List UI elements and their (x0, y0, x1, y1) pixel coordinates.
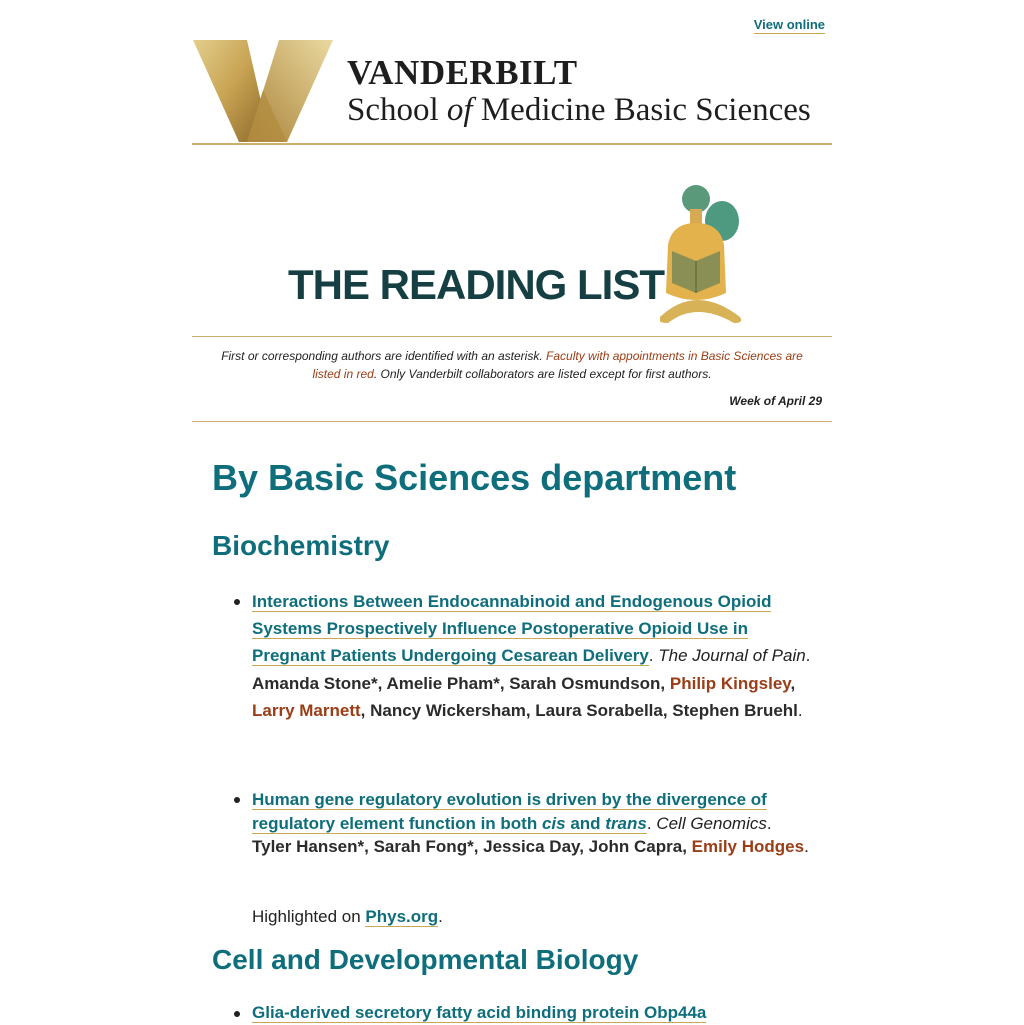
vanderbilt-v-logo (193, 40, 333, 142)
divider (192, 421, 832, 422)
phys-org-link[interactable]: Phys.org (365, 907, 439, 926)
article-link[interactable]: Glia-derived secretory fatty acid binding protein Obp44a (252, 1003, 707, 1022)
masthead (192, 40, 832, 145)
highlight-note: Highlighted on Phys.org. (252, 907, 443, 926)
reading-list-title: THE READING LIST (288, 261, 665, 308)
article-item: Human gene regulatory evolution is driven by the divergence of regulatory element function in both cis and trans. Cell Genomics. Tyler Hansen*, Sarah Fong*, Jessica Day, John Capra, Emily Hodges. (252, 788, 812, 859)
section-title-cell-developmental-biology: Cell and Developmental Biology (212, 944, 639, 975)
week-label: Week of April 29 (729, 394, 822, 408)
divider (192, 336, 832, 337)
bullet (234, 599, 240, 605)
brand-name: VANDERBILT (347, 53, 578, 92)
bullet (234, 1011, 240, 1017)
brand-school: School of Medicine Basic Sciences (347, 92, 811, 128)
bullet (234, 797, 240, 803)
authorship-note: First or corresponding authors are identified with an asterisk. Faculty with appointments in Basic Sciences are listed in red. Only Vanderbilt collaborators are listed except for first authors. (221, 349, 803, 381)
view-online-link[interactable]: View online (753, 17, 825, 32)
section-title-biochemistry: Biochemistry (212, 530, 390, 561)
article-link[interactable]: Interactions Between Endocannabinoid and Endogenous Opioid Systems Prospectively Influence Postoperative Opioid Use in Pregnant Patients Undergoing Cesarean Delivery (252, 592, 772, 665)
department-heading: By Basic Sciences department (212, 457, 737, 498)
journal-name: Cell Genomics (656, 813, 767, 833)
author-list: Amanda Stone*, Amelie Pham*, Sarah Osmundson, Philip Kingsley, Larry Marnett, Nancy Wickersham, Laura Sorabella, Stephen Bruehl. (252, 674, 803, 720)
reading-person-icon (660, 183, 752, 325)
article-item: Interactions Between Endocannabinoid and Endogenous Opioid Systems Prospectively Influence Postoperative Opioid Use in Pregnant Patients Undergoing Cesarean Delivery. The Journal of Pain. Amanda Stone*, Amelie Pham*, Sarah Osmundson, Philip Kingsley, Larry Marnett, Nancy Wickersham, Laura Sorabella, Stephen Bruehl. (252, 588, 812, 724)
author-list: Tyler Hansen*, Sarah Fong*, Jessica Day, John Capra, Emily Hodges. (252, 837, 809, 856)
article-link[interactable]: Human gene regulatory evolution is driven by the divergence of regulatory element function in both cis and trans (252, 790, 767, 833)
article-item (252, 1001, 812, 1025)
journal-name: The Journal of Pain (658, 646, 806, 665)
